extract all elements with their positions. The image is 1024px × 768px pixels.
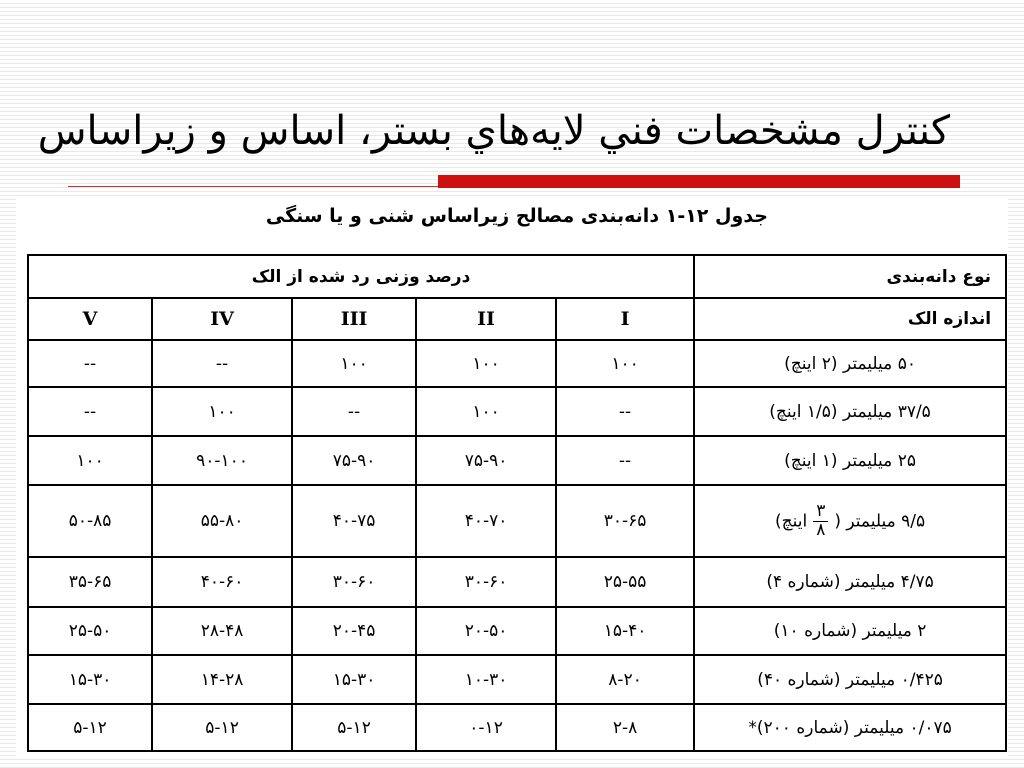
sieve-size-cell: ۰/۰۷۵ میلیمتر (شماره ۲۰۰)* [694, 704, 1006, 751]
sieve-size-cell: ۳۷/۵ میلیمتر (۱/۵ اینچ) [694, 387, 1006, 436]
inch-fraction [813, 500, 828, 540]
table-row [28, 340, 1006, 387]
percent-passing-cell: ۵۵-۸۰ [152, 485, 292, 557]
slide-title: کنترل مشخصات فني لايه‌هاي بستر، اساس و زيراساس [37, 108, 950, 154]
grading-type-header: نوع دانه‌بندی [694, 255, 1006, 298]
percent-passing-cell: ۲۰-۵۰ [416, 607, 556, 655]
percent-passing-cell: ۳۵-۶۵ [28, 557, 152, 607]
grading-column-header: IV [152, 298, 292, 340]
percent-passing-cell: ۲-۸ [556, 704, 694, 751]
fraction-numerator: ۳ [813, 503, 828, 522]
percent-passing-cell: ۲۵-۵۵ [556, 557, 694, 607]
table-row [28, 607, 1006, 655]
percent-passing-cell: ۱۰۰ [292, 340, 416, 387]
percent-passing-cell: ۱۰۰ [416, 387, 556, 436]
percent-passing-cell: ۲۵-۵۰ [28, 607, 152, 655]
title-underline-accent-bar [438, 175, 960, 188]
sieve-size-cell: ۰/۴۲۵ میلیمتر (شماره ۴۰) [694, 655, 1006, 704]
grading-column-header: I [556, 298, 694, 340]
percent-passing-cell: ۹۰-۱۰۰ [152, 436, 292, 485]
percent-passing-cell: ۲۰-۴۵ [292, 607, 416, 655]
percent-passing-cell: ۵-۱۲ [28, 704, 152, 751]
header-row-1 [28, 255, 1006, 298]
header-row-2 [28, 298, 1006, 340]
percent-passing-cell: -- [292, 387, 416, 436]
percent-passing-cell: -- [152, 340, 292, 387]
sieve-size-prefix: ۹/۵ میلیمتر ( [834, 511, 926, 531]
percent-passing-cell: ۵-۱۲ [152, 704, 292, 751]
table-row [28, 704, 1006, 751]
sieve-size-suffix: اینچ) [775, 511, 808, 531]
grading-column-header: V [28, 298, 152, 340]
sieve-size-cell: ۵۰ میلیمتر (۲ اینچ) [694, 340, 1006, 387]
percent-passing-cell: ۱۰۰ [152, 387, 292, 436]
percent-passing-cell: ۱۰۰ [416, 340, 556, 387]
percent-passing-cell: -- [28, 387, 152, 436]
sieve-size-cell: ۲ میلیمتر (شماره ۱۰) [694, 607, 1006, 655]
table-caption: جدول ۱۲-۱ دانه‌بندی مصالح زیراساس شنی و یا سنگی [265, 205, 768, 227]
grading-table [27, 254, 1007, 752]
percent-passing-cell: ۰-۱۲ [416, 704, 556, 751]
percent-passing-cell: ۵۰-۸۵ [28, 485, 152, 557]
grading-column-header: III [292, 298, 416, 340]
percent-passing-cell: ۸-۲۰ [556, 655, 694, 704]
percent-passing-cell: ۳۰-۶۵ [556, 485, 694, 557]
table-row [28, 387, 1006, 436]
percent-passing-cell: ۱۵-۴۰ [556, 607, 694, 655]
percent-passing-cell: ۴۰-۶۰ [152, 557, 292, 607]
percent-passing-cell: ۱۰۰ [28, 436, 152, 485]
percent-passing-cell: ۳۰-۶۰ [292, 557, 416, 607]
table-row [28, 485, 1006, 557]
percent-passing-cell: ۱۴-۲۸ [152, 655, 292, 704]
percent-passing-cell: -- [556, 387, 694, 436]
sieve-size-header: اندازه الک [694, 298, 1006, 340]
title-underline-thin [68, 186, 438, 187]
percent-passing-cell: ۱۵-۳۰ [292, 655, 416, 704]
percent-passing-cell: ۴۰-۷۵ [292, 485, 416, 557]
percent-passing-cell: ۴۰-۷۰ [416, 485, 556, 557]
table-row [28, 436, 1006, 485]
percent-passing-header: درصد وزنی رد شده از الک [28, 255, 694, 298]
percent-passing-cell: ۱۰۰ [556, 340, 694, 387]
percent-passing-cell: ۱۰-۳۰ [416, 655, 556, 704]
percent-passing-cell: ۵-۱۲ [292, 704, 416, 751]
percent-passing-cell: ۷۵-۹۰ [292, 436, 416, 485]
percent-passing-cell: ۷۵-۹۰ [416, 436, 556, 485]
fraction-denominator: ۸ [816, 519, 826, 540]
percent-passing-cell: ۲۸-۴۸ [152, 607, 292, 655]
sieve-size-cell: ۴/۷۵ میلیمتر (شماره ۴) [694, 557, 1006, 607]
sieve-size-cell: ۲۵ میلیمتر (۱ اینچ) [694, 436, 1006, 485]
percent-passing-cell: -- [556, 436, 694, 485]
table-row [28, 557, 1006, 607]
percent-passing-cell: -- [28, 340, 152, 387]
grading-column-header: II [416, 298, 556, 340]
table-row [28, 655, 1006, 704]
percent-passing-cell: ۳۰-۶۰ [416, 557, 556, 607]
percent-passing-cell: ۱۵-۳۰ [28, 655, 152, 704]
sieve-size-cell [694, 485, 1006, 557]
